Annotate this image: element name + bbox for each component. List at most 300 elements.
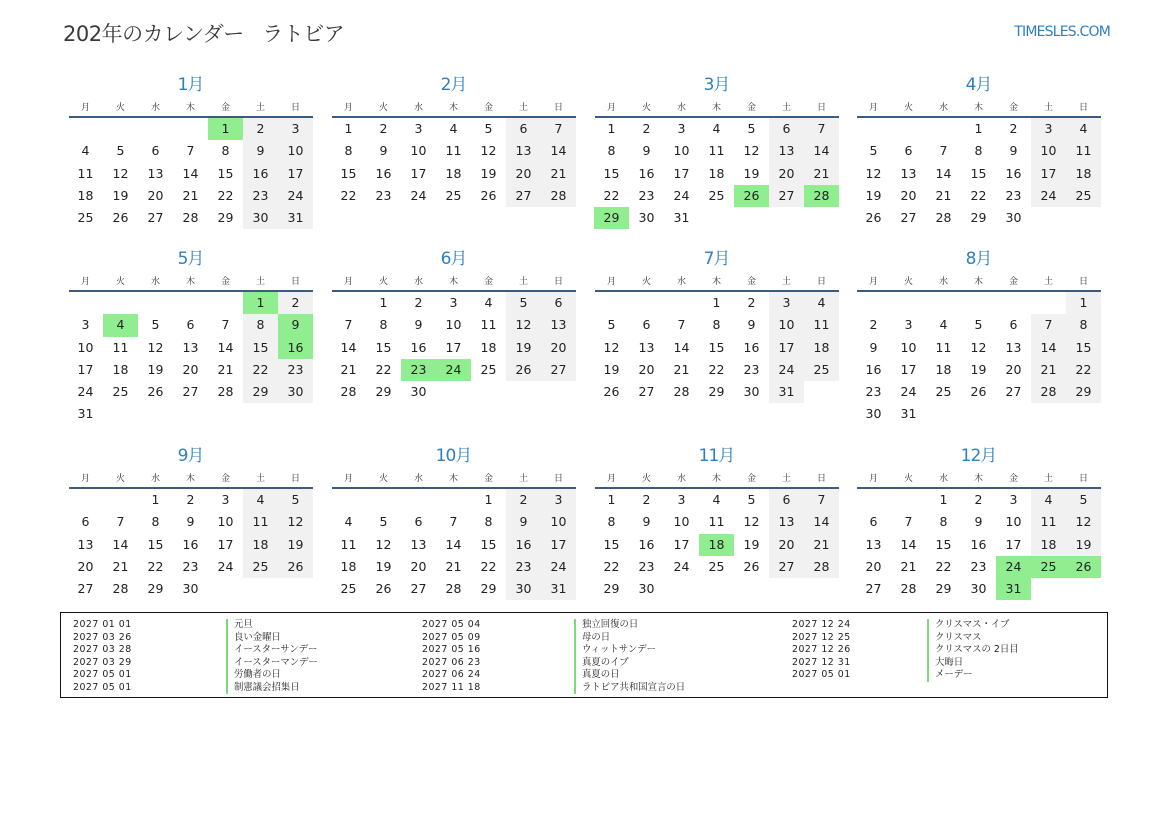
weekday-label: 土 xyxy=(255,276,265,287)
day-cell: 27 xyxy=(77,581,94,597)
holiday-date: 2027 05 01 xyxy=(73,681,132,693)
week-row xyxy=(68,314,313,336)
weekday-header xyxy=(331,270,576,290)
empty-cell xyxy=(278,403,313,425)
weekday-label: 金 xyxy=(1008,473,1018,484)
weekday-header xyxy=(856,270,1101,290)
empty-cell xyxy=(734,207,769,229)
weekday-label: 火 xyxy=(115,276,125,287)
day-cell: 24 xyxy=(541,556,576,578)
day-cell: 3 xyxy=(541,489,576,511)
day-cell: 11 xyxy=(1031,511,1066,533)
weekday-label: 火 xyxy=(378,276,388,287)
day-cell: 4 xyxy=(1031,489,1066,511)
day-cell: 13 xyxy=(77,536,94,552)
day-cell: 12 xyxy=(112,165,129,181)
day-cell: 16 xyxy=(375,165,392,181)
empty-cell xyxy=(436,381,471,403)
week-row xyxy=(856,185,1101,207)
empty-cell xyxy=(68,292,103,314)
month-5 xyxy=(68,248,313,426)
weekday-label: 金 xyxy=(746,102,756,113)
day-cell: 11 xyxy=(445,143,462,159)
day-cell: 19 xyxy=(375,558,392,574)
day-cell: 9 xyxy=(506,511,541,533)
weekday-label: 木 xyxy=(185,473,195,484)
holiday-name: クリスマスの 2日目 xyxy=(927,644,1019,657)
day-cell: 17 xyxy=(673,165,690,181)
day-cell: 13 xyxy=(506,140,541,162)
day-cell: 20 xyxy=(410,558,427,574)
day-cell: 27 xyxy=(541,359,576,381)
day-cell: 24 xyxy=(410,187,427,203)
weekday-label: 日 xyxy=(553,276,563,287)
empty-cell xyxy=(856,489,891,511)
weekday-header xyxy=(68,96,313,116)
empty-cell xyxy=(1031,403,1066,425)
empty-cell xyxy=(891,489,926,511)
holiday-date: 2027 06 23 xyxy=(422,656,481,668)
day-cell: 20 xyxy=(147,187,164,203)
day-cell: 17 xyxy=(217,536,234,552)
day-cell: 5 xyxy=(116,143,125,159)
day-cell: 28 xyxy=(182,210,199,226)
day-cell: 20 xyxy=(865,558,882,574)
weekday-label: 木 xyxy=(711,276,721,287)
empty-cell xyxy=(541,381,576,403)
day-cell: 3 xyxy=(904,317,913,333)
month-1 xyxy=(68,74,313,229)
day-cell: 20 xyxy=(900,187,917,203)
month-6 xyxy=(331,248,576,403)
day-cell: 11 xyxy=(708,514,725,530)
day-cell: 28 xyxy=(541,185,576,207)
weekday-label: 金 xyxy=(746,473,756,484)
day-cell: 5 xyxy=(1066,489,1101,511)
day-cell: 17 xyxy=(900,361,917,377)
week-row xyxy=(68,292,313,314)
day-cell: 18 xyxy=(445,165,462,181)
day-cell: 21 xyxy=(340,361,357,377)
weekday-label: 木 xyxy=(448,473,458,484)
month-title: 4月 xyxy=(965,75,992,95)
day-cell: 26 xyxy=(970,384,987,400)
weekday-header xyxy=(594,467,839,487)
empty-cell xyxy=(173,292,208,314)
empty-cell xyxy=(804,381,839,403)
holiday-date: 2027 05 01 xyxy=(73,669,132,680)
day-cell: 30 xyxy=(410,384,427,400)
week-row xyxy=(331,556,576,578)
day-cell: 22 xyxy=(603,558,620,574)
day-cell: 22 xyxy=(603,187,620,203)
day-cell: 31 xyxy=(278,207,313,229)
day-cell: 12 xyxy=(743,143,760,159)
holiday-names-col-1 xyxy=(226,619,318,694)
day-cell: 15 xyxy=(935,536,952,552)
day-cell: 22 xyxy=(935,558,952,574)
day-cell: 14 xyxy=(445,536,462,552)
day-cell: 10 xyxy=(900,339,917,355)
day-cell: 4 xyxy=(712,492,721,507)
day-cell: 2 xyxy=(506,489,541,511)
day-cell: 26 xyxy=(278,556,313,578)
page-title: 202年のカレンダー ラトビア xyxy=(63,22,345,46)
day-cell: 11 xyxy=(480,317,497,333)
day-cell: 21 xyxy=(900,558,917,574)
week-row xyxy=(68,556,313,578)
day-cell: 27 xyxy=(1005,384,1022,400)
month-11 xyxy=(594,445,839,600)
day-cell: 12 xyxy=(278,511,313,533)
weekday-label: 日 xyxy=(816,473,826,484)
holiday-name: 良い金曜日 xyxy=(226,632,318,645)
day-cell: 6 xyxy=(81,514,90,530)
holiday-name: 大晦日 xyxy=(927,657,1019,670)
week-row xyxy=(856,207,1101,229)
week-row xyxy=(594,556,839,578)
day-cell: 8 xyxy=(243,314,278,336)
weekday-label: 木 xyxy=(973,102,983,113)
day-cell: 29 xyxy=(1066,381,1101,403)
day-cell: 25 xyxy=(445,187,462,203)
day-cell: 15 xyxy=(1066,337,1101,359)
weekday-label: 水 xyxy=(150,473,160,484)
empty-cell xyxy=(734,578,769,600)
week-row xyxy=(594,163,839,185)
empty-cell xyxy=(926,292,961,314)
day-cell: 16 xyxy=(638,536,655,552)
day-cell: 1 xyxy=(1066,292,1101,314)
day-cell: 30 xyxy=(278,381,313,403)
empty-cell xyxy=(1066,207,1101,229)
holiday-date: 2027 05 16 xyxy=(422,644,481,655)
day-cell: 30 xyxy=(182,581,199,597)
day-cell: 22 xyxy=(147,558,164,574)
day-cell: 9 xyxy=(747,317,756,333)
empty-cell xyxy=(278,578,313,600)
weekday-label: 水 xyxy=(938,102,948,113)
day-cell: 29 xyxy=(603,581,620,597)
day-cell: 27 xyxy=(638,384,655,400)
day-cell: 26 xyxy=(1066,556,1101,578)
month-12 xyxy=(856,445,1101,600)
day-cell: 4 xyxy=(344,514,353,530)
empty-cell xyxy=(173,118,208,140)
empty-cell xyxy=(769,578,804,600)
week-row xyxy=(856,140,1101,162)
week-row xyxy=(68,207,313,229)
day-cell: 5 xyxy=(278,489,313,511)
day-cell: 12 xyxy=(480,143,497,159)
weekday-label: 水 xyxy=(413,102,423,113)
week-row xyxy=(856,578,1101,600)
day-cell: 27 xyxy=(147,210,164,226)
day-cell: 29 xyxy=(375,384,392,400)
day-cell: 17 xyxy=(410,165,427,181)
day-cell: 8 xyxy=(484,514,493,530)
day-cell: 22 xyxy=(708,361,725,377)
weekday-label: 金 xyxy=(483,276,493,287)
week-row xyxy=(68,337,313,359)
weekday-label: 土 xyxy=(781,276,791,287)
week-row xyxy=(856,534,1101,556)
day-cell: 15 xyxy=(603,536,620,552)
day-cell: 24 xyxy=(673,187,690,203)
day-cell: 11 xyxy=(935,339,952,355)
month-4 xyxy=(856,74,1101,229)
day-cell: 31 xyxy=(673,210,690,226)
day-cell: 28 xyxy=(112,581,129,597)
weekday-label: 土 xyxy=(1043,276,1053,287)
day-cell: 26 xyxy=(375,581,392,597)
weekday-label: 土 xyxy=(1043,102,1053,113)
day-cell: 10 xyxy=(541,511,576,533)
day-cell: 23 xyxy=(375,187,392,203)
day-cell: 29 xyxy=(935,581,952,597)
weekday-label: 火 xyxy=(903,473,913,484)
day-cell: 5 xyxy=(747,492,756,507)
empty-cell xyxy=(629,292,664,314)
week-row xyxy=(331,337,576,359)
day-cell: 17 xyxy=(1031,163,1066,185)
day-cell: 13 xyxy=(147,165,164,181)
empty-cell xyxy=(699,578,734,600)
day-cell: 25 xyxy=(243,556,278,578)
day-cell: 1 xyxy=(151,492,160,507)
day-cell: 17 xyxy=(673,536,690,552)
weekday-label: 月 xyxy=(343,102,353,113)
holiday-date: 2027 11 18 xyxy=(422,681,481,693)
day-cell: 8 xyxy=(607,143,616,159)
month-title: 6月 xyxy=(440,249,467,269)
day-cell: 17 xyxy=(541,534,576,556)
week-row xyxy=(856,403,1101,425)
day-cell: 23 xyxy=(506,556,541,578)
day-cell: 16 xyxy=(278,337,313,359)
empty-cell xyxy=(103,118,138,140)
day-cell: 22 xyxy=(970,187,987,203)
day-cell: 9 xyxy=(1009,143,1018,159)
day-cell: 13 xyxy=(865,536,882,552)
weekday-header xyxy=(856,467,1101,487)
day-cell: 24 xyxy=(673,558,690,574)
day-cell: 28 xyxy=(673,384,690,400)
week-row xyxy=(331,578,576,600)
week-row xyxy=(68,140,313,162)
weekday-label: 火 xyxy=(641,276,651,287)
week-row xyxy=(594,381,839,403)
week-row xyxy=(68,489,313,511)
weekday-label: 火 xyxy=(115,102,125,113)
day-cell: 26 xyxy=(147,384,164,400)
day-cell: 24 xyxy=(996,556,1031,578)
day-cell: 14 xyxy=(541,140,576,162)
day-cell: 14 xyxy=(804,140,839,162)
empty-cell xyxy=(173,403,208,425)
holiday-dates-col-2 xyxy=(422,619,481,694)
day-cell: 16 xyxy=(1005,165,1022,181)
day-cell: 17 xyxy=(445,339,462,355)
day-cell: 11 xyxy=(112,339,129,355)
empty-cell xyxy=(68,118,103,140)
day-cell: 29 xyxy=(147,581,164,597)
day-cell: 20 xyxy=(506,163,541,185)
week-row xyxy=(856,359,1101,381)
day-cell: 29 xyxy=(708,384,725,400)
day-cell: 18 xyxy=(804,337,839,359)
empty-cell xyxy=(103,292,138,314)
weekday-label: 水 xyxy=(676,276,686,287)
holiday-name: ウィットサンデー xyxy=(574,644,685,657)
week-row xyxy=(594,511,839,533)
day-cell: 6 xyxy=(642,317,651,333)
weekday-label: 木 xyxy=(448,102,458,113)
day-cell: 21 xyxy=(1031,359,1066,381)
day-cell: 1 xyxy=(344,121,353,136)
holiday-date: 2027 03 26 xyxy=(73,631,132,643)
day-cell: 24 xyxy=(436,359,471,381)
day-cell: 9 xyxy=(243,140,278,162)
day-cell: 28 xyxy=(935,210,952,226)
month-7 xyxy=(594,248,839,403)
weekday-label: 月 xyxy=(606,276,616,287)
weekday-label: 火 xyxy=(115,473,125,484)
day-cell: 18 xyxy=(77,187,94,203)
empty-cell xyxy=(243,578,278,600)
weekday-header xyxy=(331,467,576,487)
day-cell: 7 xyxy=(344,317,353,333)
day-cell: 16 xyxy=(970,536,987,552)
day-cell: 28 xyxy=(445,581,462,597)
day-cell: 14 xyxy=(804,511,839,533)
day-cell: 6 xyxy=(414,514,423,530)
day-cell: 4 xyxy=(712,121,721,136)
month-title: 9月 xyxy=(177,446,204,466)
week-row xyxy=(331,511,576,533)
day-cell: 25 xyxy=(1031,556,1066,578)
empty-cell xyxy=(594,292,629,314)
day-cell: 11 xyxy=(243,511,278,533)
weekday-label: 月 xyxy=(868,276,878,287)
week-row xyxy=(594,489,839,511)
empty-cell xyxy=(856,118,891,140)
day-cell: 16 xyxy=(638,165,655,181)
day-cell: 10 xyxy=(769,314,804,336)
holiday-date: 2027 12 25 xyxy=(792,631,851,643)
day-cell: 4 xyxy=(1066,118,1101,140)
week-row xyxy=(856,314,1101,336)
day-cell: 13 xyxy=(1005,339,1022,355)
day-cell: 10 xyxy=(1005,514,1022,530)
day-cell: 1 xyxy=(607,121,616,136)
day-cell: 30 xyxy=(743,384,760,400)
day-cell: 1 xyxy=(712,295,721,310)
weekday-header xyxy=(68,467,313,487)
day-cell: 21 xyxy=(804,534,839,556)
empty-cell xyxy=(1031,578,1066,600)
day-cell: 19 xyxy=(278,534,313,556)
day-cell: 24 xyxy=(217,558,234,574)
day-cell: 22 xyxy=(217,187,234,203)
weekday-label: 木 xyxy=(448,276,458,287)
site-link[interactable]: TIMESLES.COM xyxy=(1014,24,1110,40)
day-cell: 5 xyxy=(974,317,983,333)
day-cell: 25 xyxy=(708,187,725,203)
day-cell: 28 xyxy=(900,581,917,597)
week-row xyxy=(856,381,1101,403)
day-cell: 23 xyxy=(182,558,199,574)
day-cell: 12 xyxy=(970,339,987,355)
day-cell: 8 xyxy=(974,143,983,159)
empty-cell xyxy=(856,292,891,314)
weekday-label: 月 xyxy=(343,473,353,484)
month-10 xyxy=(331,445,576,600)
weekday-label: 火 xyxy=(903,276,913,287)
day-cell: 31 xyxy=(996,578,1031,600)
week-row xyxy=(331,359,576,381)
day-cell: 3 xyxy=(278,118,313,140)
weekday-label: 日 xyxy=(553,473,563,484)
day-cell: 20 xyxy=(77,558,94,574)
day-cell: 17 xyxy=(278,163,313,185)
week-row xyxy=(331,292,576,314)
empty-cell xyxy=(436,489,471,511)
day-cell: 6 xyxy=(186,317,195,333)
day-cell: 12 xyxy=(147,339,164,355)
day-cell: 1 xyxy=(243,292,278,314)
day-cell: 3 xyxy=(1009,492,1018,507)
weekday-label: 木 xyxy=(973,473,983,484)
weekday-label: 土 xyxy=(518,276,528,287)
day-cell: 19 xyxy=(147,361,164,377)
day-cell: 29 xyxy=(243,381,278,403)
day-cell: 17 xyxy=(1005,536,1022,552)
week-row xyxy=(856,489,1101,511)
weekday-label: 水 xyxy=(413,473,423,484)
day-cell: 29 xyxy=(970,210,987,226)
empty-cell xyxy=(208,578,243,600)
empty-cell xyxy=(208,292,243,314)
day-cell: 14 xyxy=(900,536,917,552)
holiday-name: イースターサンデー xyxy=(226,644,318,657)
weekday-label: 日 xyxy=(553,102,563,113)
day-cell: 18 xyxy=(112,361,129,377)
weekday-label: 土 xyxy=(1043,473,1053,484)
weekday-label: 日 xyxy=(816,102,826,113)
day-cell: 7 xyxy=(804,118,839,140)
day-cell: 19 xyxy=(743,536,760,552)
holiday-dates-col-3 xyxy=(792,619,851,682)
day-cell: 5 xyxy=(151,317,160,333)
weekday-label: 火 xyxy=(378,473,388,484)
day-cell: 7 xyxy=(677,317,686,333)
day-cell: 16 xyxy=(743,339,760,355)
empty-cell xyxy=(1066,578,1101,600)
day-cell: 26 xyxy=(865,210,882,226)
weekday-label: 木 xyxy=(711,473,721,484)
weekday-label: 日 xyxy=(290,473,300,484)
weekday-label: 月 xyxy=(606,473,616,484)
month-title: 10月 xyxy=(435,446,472,466)
day-cell: 6 xyxy=(904,143,913,159)
holiday-name: 元旦 xyxy=(226,619,318,632)
day-cell: 30 xyxy=(243,207,278,229)
holiday-name: 真夏のイブ xyxy=(574,657,685,670)
weekday-label: 水 xyxy=(938,276,948,287)
month-3 xyxy=(594,74,839,229)
day-cell: 2 xyxy=(414,295,423,310)
